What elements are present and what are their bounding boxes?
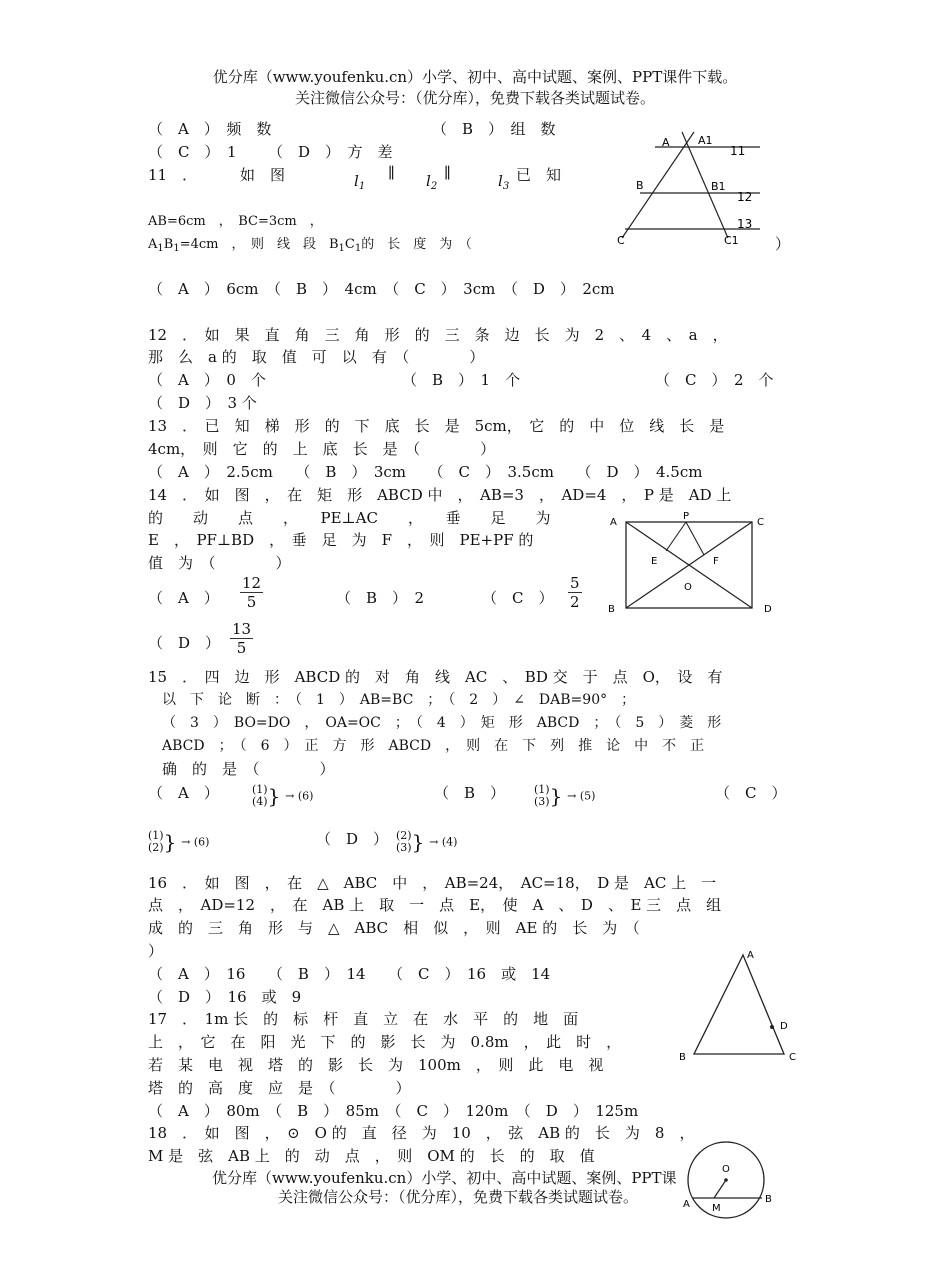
- q15-expr-c: (1) (2) } → (6): [148, 829, 210, 854]
- q18-center-point: [724, 1178, 728, 1182]
- q15-expr-a: (1) (4) } → (6): [252, 783, 314, 808]
- q11-parallel-2: ∥: [444, 164, 451, 182]
- q18-label-b: B: [765, 1194, 772, 1205]
- q11-given-2: $A_1B_1=4cm$ ， 则 线 段 $B_1C_1$的 长 度 为 （: [148, 237, 472, 254]
- footer-line-2: 关注微信公众号：（优分库），免费下载各类试题试卷。: [278, 1188, 639, 1206]
- q11-label-c1: C1: [724, 234, 739, 247]
- q16-label-a: A: [747, 950, 754, 961]
- q16-triangle-figure: [676, 946, 800, 1064]
- q18-label-a: A: [683, 1199, 690, 1210]
- q11-label-b: B: [636, 179, 644, 192]
- q14-segment-pf: [686, 522, 704, 555]
- q12-line-2: 那 么 a 的 取 值 可 以 有 （ ）: [148, 348, 485, 366]
- q14-line-4: 值 为 （ ）: [148, 554, 291, 572]
- q16-line-1: 16 ． 如 图 ， 在 △ ABC 中 ， AB=24， AC=18， D 是 AC 上 一: [148, 874, 717, 892]
- q11-l1: $l_1$: [354, 172, 366, 192]
- q14-label-a: A: [610, 517, 617, 528]
- q14-line-1: 14 ． 如 图 ， 在 矩 形 ABCD 中 ， AB=3 ， AD=4 ， P 是 AD 上: [148, 486, 732, 504]
- q11-label-a: A: [662, 136, 670, 149]
- q16-options: （ A ） 16 （ B ） 14 （ C ） 16 或 14: [148, 965, 551, 983]
- q15-expr-b: (1) (3) } → (5): [534, 783, 596, 808]
- q16-label-c: C: [789, 1052, 796, 1063]
- q14-fraction-a: $\frac{12}{5}$: [242, 574, 262, 611]
- q10-option-c: （ C ） 1: [148, 143, 237, 161]
- q14-label-e: E: [651, 556, 658, 567]
- q12-option-b: （ B ） 1 个: [402, 371, 521, 389]
- q10-option-d: （ D ） 方 差: [268, 143, 393, 161]
- q16-line-4: ）: [148, 942, 164, 960]
- q14-label-f: F: [713, 556, 719, 567]
- q14-label-b: B: [608, 604, 615, 615]
- q14-option-d: （ D ）: [148, 634, 221, 652]
- q16-point-d: [770, 1025, 774, 1029]
- q15-line-4: ABCD ； （ 6 ） 正 方 形 ABCD ， 则 在 下 列 推 论 中 不 正: [162, 738, 705, 754]
- q12-line-1: 12 ． 如 果 直 角 三 角 形 的 三 条 边 长 为 2 、 4 、 a ，: [148, 326, 728, 344]
- q18-line-2: M 是 弦 AB 上 的 动 点 ， 则 OM 的 长 的 取 值: [148, 1147, 595, 1165]
- q14-label-p: P: [683, 511, 690, 522]
- q10-option-b: （ B ） 组 数: [432, 120, 556, 138]
- q11-parallel-1: ∥: [388, 164, 395, 182]
- q14-rectangle-figure: [604, 508, 780, 616]
- q14-label-o: O: [684, 582, 692, 593]
- q15-option-d: （ D ）: [316, 830, 389, 848]
- q15-option-b: （ B ）: [434, 784, 506, 802]
- header-line-1: 优分库（www.youfenku.cn）小学、初中、高中试题、案例、PPT课件下载。: [212, 68, 738, 86]
- q11-parallel-lines-figure: [610, 128, 790, 250]
- q11-l3: $l_3$: [498, 172, 510, 192]
- q16-line-3: 成 的 三 角 形 与 △ ABC 相 似 ， 则 AE 的 长 为 （: [148, 919, 640, 937]
- q16-option-d: （ D ） 16 或 9: [148, 988, 302, 1006]
- q16-line-2: 点 ， AD=12 ， 在 AB 上 取 一 点 E， 使 A 、 D 、 E 三 点 组: [148, 896, 722, 914]
- q17-line-4: 塔 的 高 度 应 是 （ ）: [148, 1079, 411, 1097]
- q18-circle-figure: [678, 1140, 780, 1224]
- q14-label-c: C: [757, 517, 764, 528]
- q11-label-b1: B1: [711, 180, 726, 193]
- q11-text-2: 已 知: [516, 166, 562, 184]
- q15-option-c: （ C ）: [715, 784, 787, 802]
- q14-label-d: D: [764, 604, 772, 615]
- q16-label-b: B: [679, 1052, 686, 1063]
- q14-fraction-c: $\frac{5}{2}$: [570, 574, 580, 611]
- q14-segment-pe: [666, 522, 686, 551]
- q14-option-c: （ C ）: [482, 589, 554, 607]
- q17-options: （ A ） 80m （ B ） 85m （ C ） 120m （ D ） 125m: [148, 1102, 639, 1120]
- q11-given-2-close: ）: [775, 235, 791, 253]
- q11-label-l1: 11: [730, 144, 746, 158]
- q14-line-3: E ， PF⊥BD ， 垂 足 为 F ， 则 PE+PF 的: [148, 531, 534, 549]
- q17-line-1: 17 ． 1m 长 的 标 杆 直 立 在 水 平 的 地 面: [148, 1010, 579, 1028]
- q12-option-c: （ C ） 2 个: [655, 371, 774, 389]
- q15-line-5: 确 的 是 （ ）: [162, 760, 335, 778]
- q11-text-1: 如 图: [240, 166, 286, 184]
- q10-option-a: （ A ） 频 数: [148, 120, 272, 138]
- q11-label-l3: 13: [737, 217, 753, 231]
- footer-line-1: 优分库（www.youfenku.cn）小学、初中、高中试题、案例、PPT课: [212, 1169, 677, 1187]
- q11-l2: $l_2$: [426, 172, 438, 192]
- q15-line-3: （ 3 ） BO=DO ， OA=OC ； （ 4 ） 矩 形 ABCD ； （ 5 ） 菱 形: [162, 715, 722, 731]
- q11-label-l2: 12: [737, 190, 753, 204]
- q18-label-m: M: [712, 1203, 721, 1214]
- q15-option-a: （ A ）: [148, 784, 219, 802]
- q13-line-2: 4cm， 则 它 的 上 底 长 是 （ ）: [148, 440, 496, 458]
- q18-segment-om: [714, 1180, 726, 1198]
- q16-triangle: [694, 955, 784, 1054]
- q16-label-d: D: [780, 1021, 788, 1032]
- q18-label-o: O: [722, 1164, 730, 1175]
- q11-transversal-1: [622, 132, 694, 238]
- q17-line-3: 若 某 电 视 塔 的 影 长 为 100m ， 则 此 电 视: [148, 1056, 604, 1074]
- q17-line-2: 上 ， 它 在 阳 光 下 的 影 长 为 0.8m ， 此 时 ，: [148, 1033, 622, 1051]
- q13-options: （ A ） 2.5cm （ B ） 3cm （ C ） 3.5cm （ D ） 4.5cm: [148, 463, 703, 481]
- q12-option-d: （ D ） 3 个: [148, 394, 257, 412]
- q15-line-2: 以 下 论 断 ： （ 1 ） AB=BC ； （ 2 ） ∠ DAB=90° ；: [162, 692, 636, 708]
- q14-option-b: （ B ） 2: [336, 589, 425, 607]
- header-line-2: 关注微信公众号：（优分库），免费下载各类试题试卷。: [294, 89, 655, 107]
- q11-given-1: AB=6cm ， BC=3cm ，: [148, 214, 323, 229]
- q11-number: 11 ．: [148, 166, 198, 184]
- q11-label-c: C: [617, 234, 625, 247]
- q14-option-a: （ A ）: [148, 589, 219, 607]
- q15-line-1: 15 ． 四 边 形 ABCD 的 对 角 线 AC 、 BD 交 于 点 O， 设 有: [148, 668, 723, 686]
- q14-fraction-d: $\frac{13}{5}$: [232, 620, 252, 657]
- q15-expr-d: (2) (3) } → (4): [396, 829, 458, 854]
- q12-option-a: （ A ） 0 个: [148, 371, 266, 389]
- q18-line-1: 18 ． 如 图 ， ⊙ O 的 直 径 为 10 ， 弦 AB 的 长 为 8 ，: [148, 1124, 695, 1142]
- q11-options: （ A ） 6cm （ B ） 4cm （ C ） 3cm （ D ） 2cm: [148, 280, 615, 298]
- q11-label-a1: A1: [698, 134, 713, 147]
- q13-line-1: 13 ． 已 知 梯 形 的 下 底 长 是 5cm， 它 的 中 位 线 长 是: [148, 417, 725, 435]
- q14-line-2: 的 动 点 ， PE⊥AC ， 垂 足 为: [148, 509, 551, 527]
